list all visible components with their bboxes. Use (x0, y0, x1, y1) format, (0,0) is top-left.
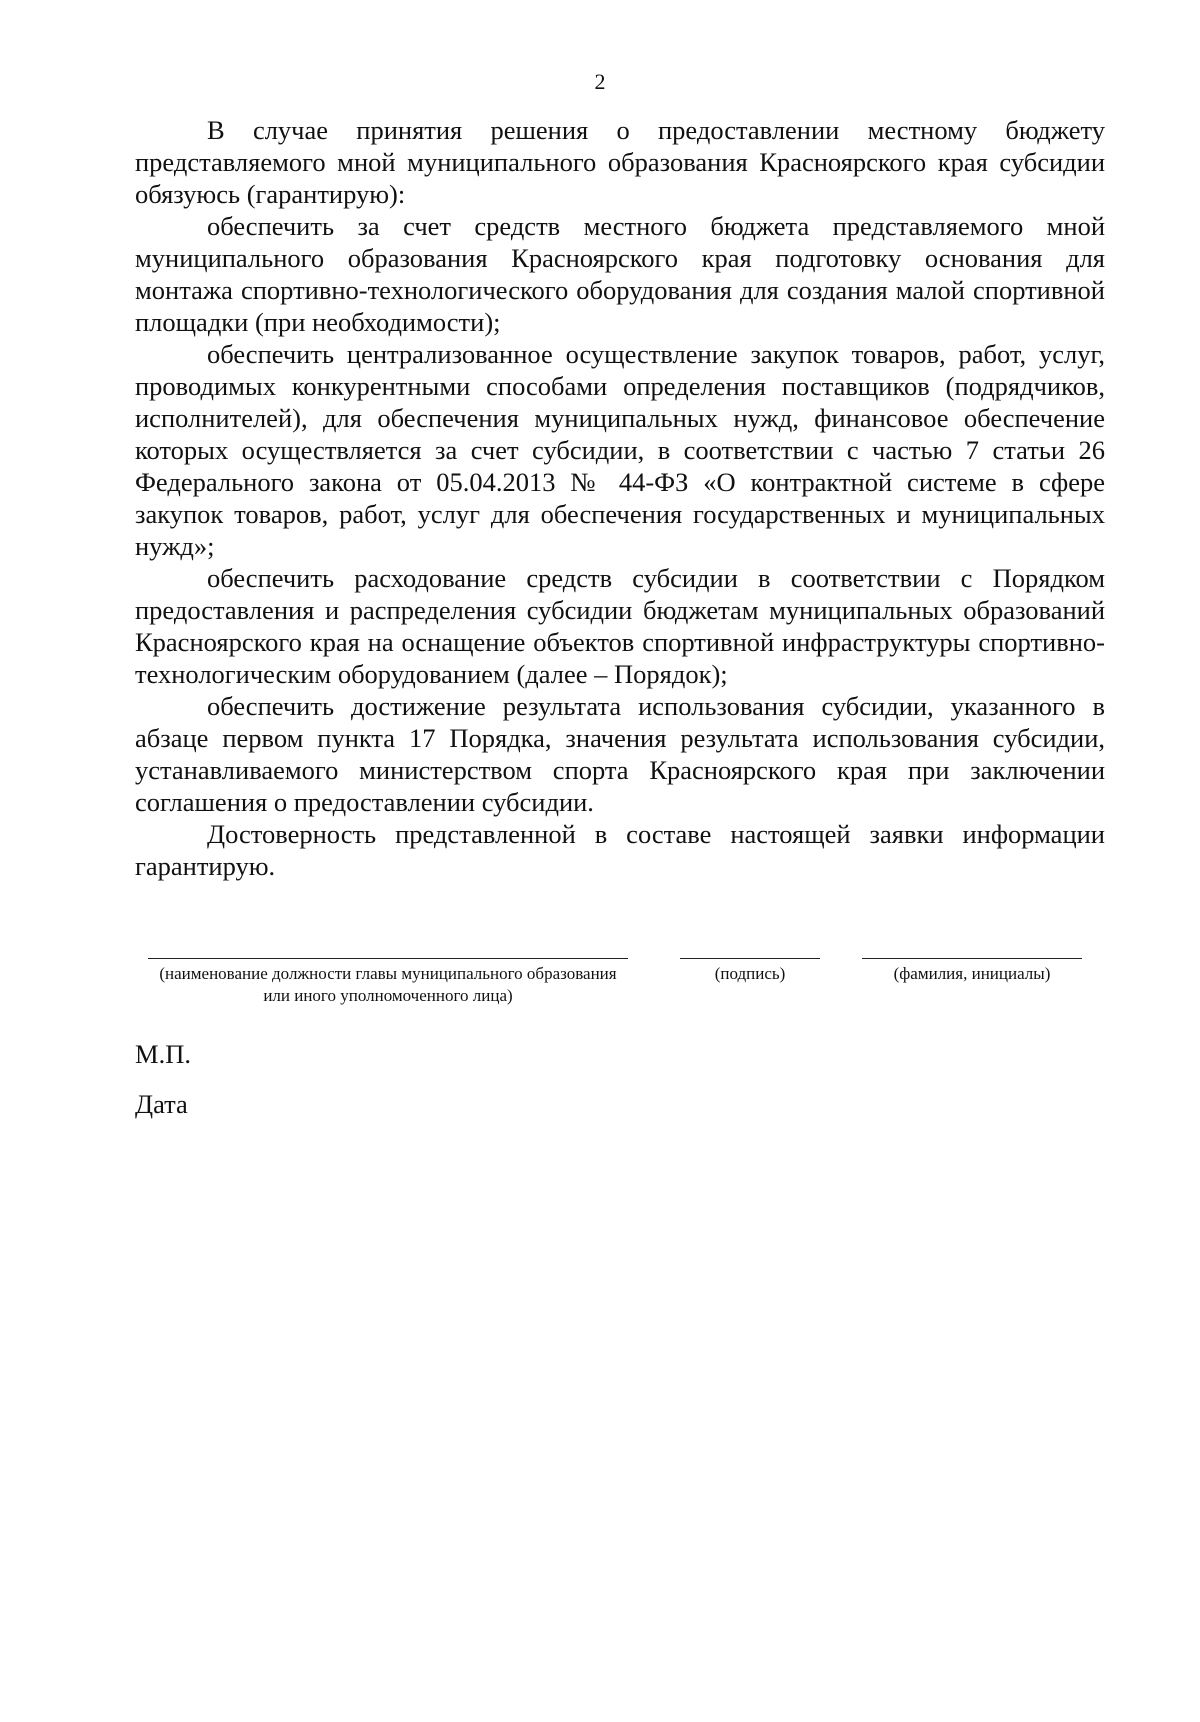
signature-block (0, 958, 1200, 1018)
paragraph-result-achievement: обеспечить достижение результата использования субсидии, указанного в абзаце первом пункта 17 Порядка, значения результата использования субсидии, устанавливаемого министерством спорта Красноярского края при заключении соглашения о предоставлении субсидии. (135, 691, 1105, 817)
signature-line (680, 958, 820, 959)
position-caption: (наименование должности главы муниципального образования или иного уполномоченного лица) (159, 964, 617, 1005)
paragraph-obligation-intro: В случае принятия решения о предоставлении местному бюджету представляемого мной муниципального образования Красноярского края субсидии обязуюсь (гарантирую): (135, 115, 1105, 209)
signature-caption: (подпись) (714, 964, 786, 983)
date-label: Дата (135, 1089, 188, 1119)
page-number: 2 (594, 69, 606, 94)
position-signature-field (148, 958, 628, 1007)
position-line (148, 958, 628, 959)
name-caption: (фамилия, инициалы) (893, 964, 1051, 983)
signature-field (680, 958, 820, 985)
paragraph-spending-order: обеспечить расходование средств субсидии в соответствии с Порядком предоставления и распределения субсидии бюджетам муниципальных образований Красноярского края на оснащение объектов спортивной инфраструктуры спортивно-технологическим оборудованием (далее – Порядок); (135, 563, 1105, 689)
name-signature-field (862, 958, 1082, 985)
stamp-label: М.П. (135, 1039, 191, 1069)
document-body (135, 114, 1105, 882)
paragraph-base-preparation: обеспечить за счет средств местного бюджета представляемого мной муниципального образования Красноярского края подготовку основания для монтажа спортивно-технологического оборудования для создания малой спортивной площадки (при необходимости); (135, 211, 1105, 337)
paragraph-centralized-procurement: обеспечить централизованное осуществление закупок товаров, работ, услуг, проводимых конкурентными способами определения поставщиков (подрядчиков, исполнителей), для обеспечения муниципальных нужд, финансовое обеспечение которых осуществляется за счет субсидии, в соответствии с частью 7 статьи 26 Федерального закона от 05.04.2013 № 44-ФЗ «О контрактной системе в сфере закупок товаров, работ, услуг для обеспечения государственных и муниципальных нужд»; (135, 339, 1105, 561)
name-line (862, 958, 1082, 959)
paragraph-reliability-guarantee: Достоверность представленной в составе настоящей заявки информации гарантирую. (135, 819, 1105, 881)
